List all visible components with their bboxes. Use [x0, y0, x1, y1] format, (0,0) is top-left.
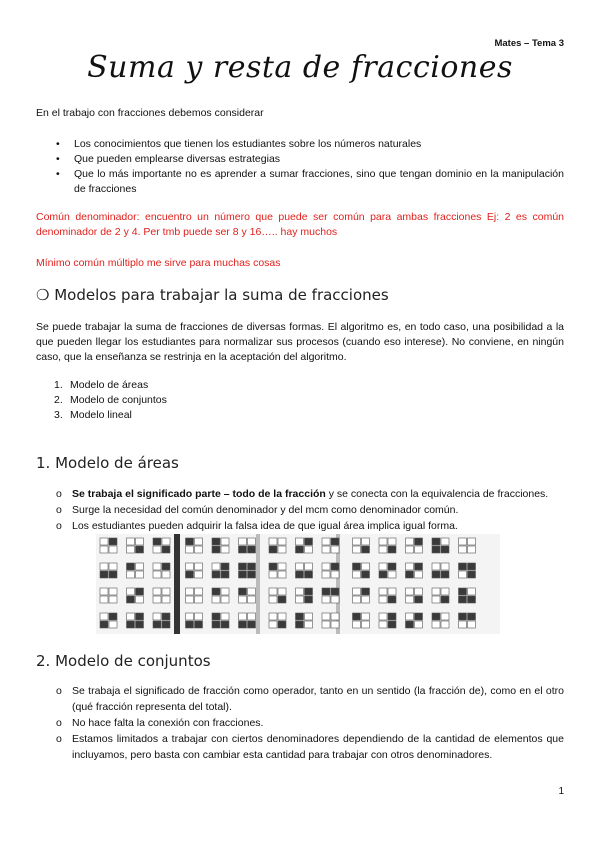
- fraction-grid: [379, 538, 396, 553]
- list-item: o No hace falta la conexión con fracciones.: [56, 717, 264, 729]
- circle-bullet-icon: o: [56, 733, 62, 745]
- circle-bullet-icon: o: [56, 717, 62, 729]
- fraction-grid: [186, 563, 203, 578]
- list-item: • Que lo más importante no es aprender a sumar fracciones, sino que tengan dominio en la manipulación de fracciones: [56, 168, 564, 195]
- page-header: Mates – Tema 3: [494, 38, 564, 49]
- circle-bullet-icon: o: [56, 488, 62, 500]
- circle-bullet-icon: o: [56, 504, 62, 516]
- fraction-grid: [239, 613, 256, 628]
- fraction-grid: [153, 613, 170, 628]
- fraction-grid: [296, 563, 313, 578]
- fraction-grid: [459, 563, 476, 578]
- fraction-grid: [212, 588, 229, 603]
- fraction-grid: [100, 613, 117, 628]
- fraction-grid: [379, 563, 396, 578]
- areas-list: [36, 486, 564, 534]
- area-model-grid: [96, 534, 500, 634]
- figure-divider: [256, 534, 260, 634]
- fraction-grid: [100, 588, 117, 603]
- page-number: 1: [558, 786, 564, 797]
- considerations-list: [36, 137, 564, 197]
- fraction-grid: [353, 538, 370, 553]
- fraction-grid: [432, 563, 449, 578]
- fraction-grid: [100, 538, 117, 553]
- fraction-grid: [432, 588, 449, 603]
- list-item: • Que pueden emplearse diversas estrategias: [56, 153, 281, 165]
- fraction-grid: [459, 538, 476, 553]
- fraction-grid: [269, 588, 286, 603]
- fraction-grid: [153, 563, 170, 578]
- bullet-icon: •: [56, 153, 60, 165]
- fraction-grid: [432, 538, 449, 553]
- circle-bullet-icon: o: [56, 520, 62, 532]
- bullet-icon: •: [56, 138, 60, 150]
- fraction-grid: [459, 588, 476, 603]
- fraction-grid: [100, 563, 117, 578]
- list-item: 1. Modelo de áreas: [54, 379, 149, 391]
- sets-list: [36, 683, 564, 763]
- fraction-grid: [127, 588, 144, 603]
- fraction-grid: [127, 538, 144, 553]
- fraction-grid: [239, 588, 256, 603]
- area-model-figure: [96, 534, 500, 634]
- fraction-grid: [296, 613, 313, 628]
- fraction-grid: [186, 588, 203, 603]
- fraction-grid: [406, 563, 423, 578]
- fraction-grid: [269, 613, 286, 628]
- section-heading-sets: 2. Modelo de conjuntos: [36, 652, 211, 670]
- fraction-grid: [432, 613, 449, 628]
- list-item: o Los estudiantes pueden adquirir la falsa idea de que igual área implica igual forma.: [56, 520, 458, 532]
- fraction-grid: [212, 613, 229, 628]
- fraction-grid: [127, 563, 144, 578]
- fraction-grid: [153, 538, 170, 553]
- list-item: o Se trabaja el significado parte – todo de la fracción y se conecta con la equivalencia de fracciones.: [56, 488, 549, 500]
- list-item: o Surge la necesidad del común denominador y del mcm como denominador común.: [56, 504, 459, 516]
- list-item: o Estamos limitados a trabajar con ciertos denominadores dependiendo de la cantidad de elementos que incluyamos, pero basta con cambiar esta cantidad para trabajar con otros denominadores.: [56, 733, 564, 761]
- fraction-grid: [127, 613, 144, 628]
- fraction-grid: [406, 613, 423, 628]
- list-item: o Se trabaja el significado de fracción como operador, tanto en un sentido (la fracción de), como en el otro (qué fracción representa del total).: [56, 685, 564, 713]
- note-mcm: Mínimo común múltiplo me sirve para muchas cosas: [36, 257, 281, 269]
- intro-text: En el trabajo con fracciones debemos considerar: [36, 107, 264, 119]
- fraction-grid: [269, 563, 286, 578]
- fraction-grid: [296, 588, 313, 603]
- fraction-grid: [212, 538, 229, 553]
- fraction-grid: [353, 588, 370, 603]
- list-item: • Los conocimientos que tienen los estudiantes sobre los números naturales: [56, 138, 422, 150]
- list-item: 3. Modelo lineal: [54, 409, 132, 421]
- note-common-denominator: Común denominador: encuentro un número que puede ser común para ambas fracciones Ej: 2 es común denominador de 2 y 4. Per tmb puede ser 8 y 16….. hay muchos: [36, 211, 564, 238]
- list-item: 2. Modelo de conjuntos: [54, 394, 167, 406]
- models-paragraph: Se puede trabajar la suma de fracciones de diversas formas. El algoritmo es, en todo caso, una posibilidad a la que pueden llegar los estudiantes para normalizar sus procesos (cuando eso interese). No conviene, en ningún caso, que la enseñanza se restrinja en la aceptación del algoritmo.: [36, 321, 564, 363]
- fraction-grid: [459, 613, 476, 628]
- circle-bullet-icon: o: [56, 685, 62, 697]
- fraction-grid: [186, 538, 203, 553]
- fraction-grid: [406, 588, 423, 603]
- fraction-grid: [269, 538, 286, 553]
- models-list: [36, 378, 167, 423]
- circle-marker-icon: ❍: [36, 286, 50, 304]
- fraction-grid: [239, 563, 256, 578]
- fraction-grid: [296, 538, 313, 553]
- fraction-grid: [379, 613, 396, 628]
- figure-divider: [174, 534, 180, 634]
- page-title: Suma y resta de fracciones: [87, 50, 513, 85]
- fraction-grid: [153, 588, 170, 603]
- fraction-grid: [212, 563, 229, 578]
- bullet-icon: •: [56, 168, 60, 180]
- fraction-grid: [353, 563, 370, 578]
- fraction-grid: [406, 538, 423, 553]
- fraction-grid: [239, 538, 256, 553]
- fraction-grid: [186, 613, 203, 628]
- section-heading-areas: 1. Modelo de áreas: [36, 454, 179, 472]
- fraction-grid: [379, 588, 396, 603]
- fraction-grid: [353, 613, 370, 628]
- section-heading-models: ❍ Modelos para trabajar la suma de fracciones: [36, 286, 389, 304]
